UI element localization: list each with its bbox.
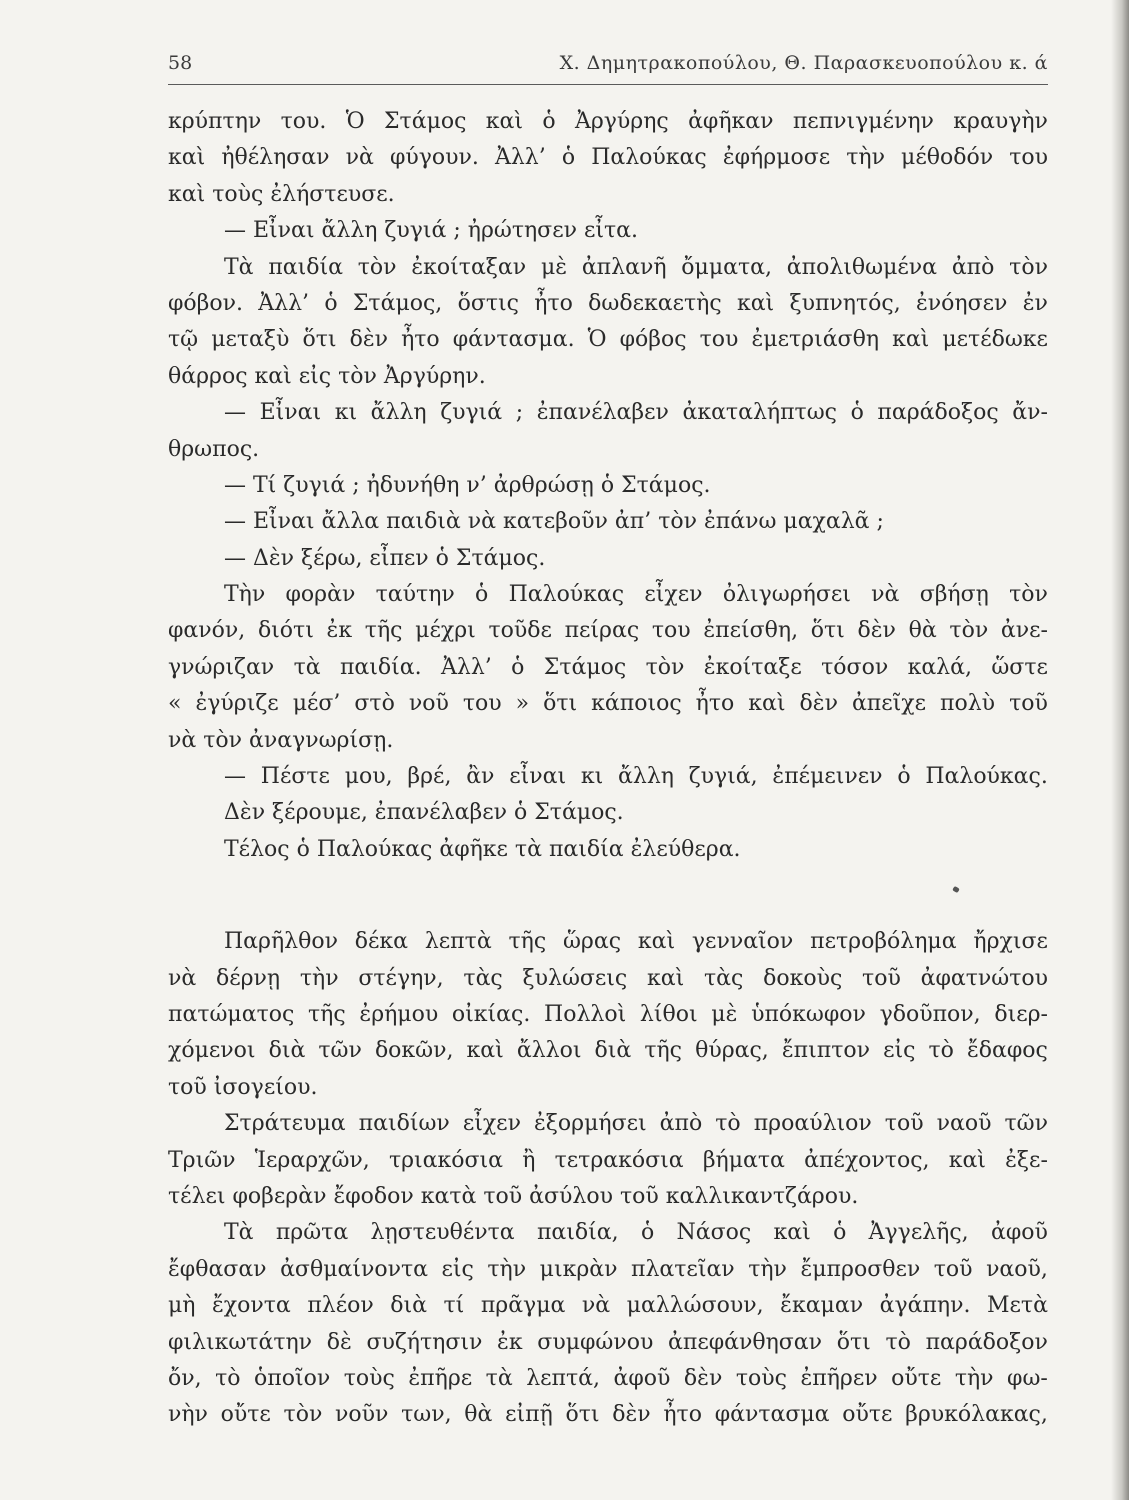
word: τὸν (357, 254, 397, 280)
word: Ἀλλ’ (258, 290, 310, 316)
word: ὅτι (543, 691, 578, 717)
word: Παρῆλθον (224, 929, 338, 955)
word: ὁποῖον (254, 1365, 331, 1391)
word: στέγην, (358, 965, 444, 991)
word: τί (443, 1293, 465, 1319)
word: φιλικωτάτην (168, 1329, 313, 1355)
word: ἀφῆκαν (688, 109, 774, 134)
word: δοκοὺς (763, 965, 843, 991)
page-number: 58 (168, 52, 193, 74)
word: εἶχεν (462, 1111, 521, 1137)
word: ἐγύριζε (195, 691, 279, 717)
word: τῶν (318, 1038, 362, 1064)
word: μικρὰν (539, 1256, 618, 1282)
word: ὁ (542, 109, 556, 134)
word: νὰ (168, 965, 197, 991)
text-line: Τέλος ὁ Παλούκας ἀφῆκε τὰ παιδία ἐλεύθερα. (224, 836, 741, 862)
word: ἠθέλησαν (221, 145, 330, 171)
word: Εἶναι (259, 400, 322, 426)
word: εἶχεν (644, 582, 703, 608)
word: τοὺς (735, 1365, 787, 1391)
text-line (168, 577, 1048, 613)
word: ναοῦ, (986, 1256, 1048, 1282)
word: μετέδωκε (942, 327, 1048, 353)
word: φάντασμα (714, 1402, 830, 1428)
word: Ἀλλ’ (494, 145, 546, 171)
text-line (168, 924, 1048, 960)
word: ἐκ (326, 618, 353, 644)
word: ὅτι (302, 327, 337, 353)
word: κι (580, 764, 604, 790)
word: φόβον. (168, 290, 243, 316)
word: τὰ (293, 654, 321, 680)
word: ὅτι (565, 1402, 600, 1428)
word: τὰς (704, 965, 744, 991)
word: ζυγιά, (688, 764, 758, 790)
word: ἔδαφος (966, 1038, 1048, 1064)
word: ἦτο (534, 290, 573, 316)
text-line: τέλει φοβερὰν ἔφοδον κατὰ τοῦ ἀσύλου τοῦ καλλικαντζάρου. (168, 1183, 859, 1209)
word: ἀπεῖχε (851, 691, 927, 717)
word: ἐφήρμοσε (722, 145, 831, 171)
word: Παλούκας (508, 582, 625, 608)
word: πεπνιγμένην (792, 109, 934, 134)
word: δὲν (349, 327, 389, 353)
word: ἦτο (401, 327, 440, 353)
word: ὅστις (457, 290, 519, 316)
word: ὁ (324, 290, 338, 316)
word: ἀπὸ (951, 254, 995, 280)
word: νὰ (581, 1293, 611, 1319)
word: ἄλλη (370, 400, 427, 426)
word: ἀπὸ (659, 1111, 703, 1137)
word: πρῶτα (275, 1220, 349, 1246)
section-gap (168, 868, 1048, 924)
text-line (168, 286, 1048, 322)
word: μέχρι (415, 618, 476, 644)
word: φόβος (619, 327, 687, 353)
word: — (224, 400, 246, 426)
word: ξυλώσεις (522, 965, 628, 991)
word: ἀπολιθωμένα (786, 254, 938, 280)
text-line (168, 1215, 1048, 1251)
word: τετρακόσια (554, 1147, 684, 1173)
word: ἤρχισε (973, 929, 1048, 955)
word: ἔμπροσθεν (800, 1256, 921, 1282)
word: εἰς (441, 1256, 474, 1282)
word: Τὰ (224, 1220, 254, 1246)
word: κι (334, 400, 358, 426)
word: Πέστε (260, 764, 330, 790)
word: φανόν, (168, 618, 246, 644)
word: λῃστευθέντα (370, 1220, 515, 1246)
word: του. (280, 109, 327, 134)
word: στὸ (354, 691, 395, 717)
word: ταύτην (375, 582, 455, 608)
word: σβήσῃ (919, 582, 989, 608)
word: νοῦν (335, 1402, 389, 1428)
word: « (168, 691, 182, 717)
word: νοῦ (408, 691, 449, 717)
text-line: — Εἶναι ἄλλη ζυγιά ; ἠρώτησεν εἶτα. (224, 218, 639, 244)
word: τὴν (846, 145, 885, 171)
word: » (515, 691, 530, 717)
word: παιδίων (358, 1111, 450, 1137)
text-line (168, 997, 1048, 1033)
word: ἄλλη (618, 764, 674, 790)
word: καὶ (168, 145, 206, 171)
word: τοῦ (884, 1111, 924, 1137)
word: ἐπῆρεν (800, 1365, 878, 1391)
word: ὥστε (991, 654, 1048, 680)
word: τὸ (928, 1038, 954, 1064)
word: ὄν, (168, 1365, 202, 1391)
text-line (168, 104, 1048, 140)
word: ὁ (561, 145, 576, 171)
word: Στάμος (543, 654, 627, 680)
word: οὔτε (891, 1365, 942, 1391)
word: ὁ (511, 654, 525, 680)
word: τὴν (487, 1256, 527, 1282)
word: ζυγιά (440, 400, 503, 426)
text-line: τοῦ ἰσογείου. (168, 1074, 318, 1100)
word: Ὁ (587, 327, 607, 353)
text-line: καὶ τοὺς ἐλήστευσε. (168, 181, 395, 207)
word: μὲ (540, 254, 568, 280)
word: Τριῶν (168, 1147, 236, 1173)
word: γενναῖον (691, 929, 794, 955)
word: προαύλιον (753, 1111, 872, 1137)
word: διότι (257, 618, 314, 644)
word: κάποιος (591, 691, 682, 717)
word: τριακόσια (388, 1147, 504, 1173)
word: ἔπιπτον (781, 1038, 871, 1064)
word: ἐκοίταξε (703, 654, 802, 680)
word: καὶ (466, 1038, 504, 1064)
word: ὥρας (562, 929, 622, 955)
word: τὸν (645, 654, 685, 680)
text-line (168, 759, 1048, 795)
word: ὅτι (836, 1329, 871, 1355)
word: τὰ (485, 1365, 513, 1391)
text-line (168, 1325, 1048, 1361)
text-line (168, 1397, 1048, 1433)
text-line: — Τί ζυγιά ; ἠδυνήθη ν’ ἀρθρώσῃ ὁ Στάμος. (224, 472, 711, 498)
word: ἐπανέλαβεν (536, 400, 669, 426)
word: δὲν (683, 1365, 723, 1391)
word: των, (401, 1402, 452, 1428)
word: ἀνε- (1000, 618, 1048, 644)
word: παράδοξον (925, 1329, 1048, 1355)
word: ἀφοῦ (990, 1220, 1048, 1246)
word: κραυγὴν (953, 109, 1048, 134)
word: τὴν (954, 1365, 994, 1391)
word: συζήτησιν (366, 1329, 483, 1355)
word: τὸν (1009, 582, 1048, 608)
word: Ὁ (345, 109, 365, 134)
word: εἰπῇ (505, 1402, 553, 1428)
text-line (168, 961, 1048, 997)
word: του (651, 618, 691, 644)
word: βρυκόλακας, (905, 1402, 1048, 1428)
word: πρᾶγμα (480, 1293, 566, 1319)
word: ὁ (897, 764, 911, 790)
word: ἐκ (497, 1329, 523, 1355)
text-line (168, 1252, 1048, 1288)
word: παράδοξος (877, 400, 999, 426)
word: οὔτε (220, 1402, 271, 1428)
word: ναοῦ (936, 1111, 992, 1137)
word: Ἀγγελῆς, (868, 1220, 969, 1246)
word: γνώριζαν (168, 654, 275, 680)
word: ἐνόησεν (916, 290, 1008, 316)
word: Τὴν (224, 582, 266, 608)
word: δὲν (799, 691, 838, 717)
word: διερ- (994, 1001, 1048, 1027)
body-text (168, 104, 1048, 1434)
word: μὲ (711, 1001, 738, 1027)
word: παιδία, (536, 1220, 619, 1246)
word: τῆς (364, 618, 403, 644)
word: λεπτά, (526, 1365, 601, 1391)
word: δοκῶν, (374, 1038, 454, 1064)
running-title: Χ. Δημητρακοπούλου, Θ. Παρασκευοπούλου κ. ά (559, 52, 1048, 74)
word: χόμενοι (168, 1038, 256, 1064)
word: Πολλοὶ (544, 1001, 627, 1027)
word: παιδία. (339, 654, 422, 680)
word: πετροβόλημα (810, 929, 957, 955)
word: βρέ, (407, 764, 452, 790)
word: ὀλιγωρήσει (722, 582, 851, 608)
word: νὴν (168, 1402, 208, 1428)
word: μαλλώσουν, (626, 1293, 764, 1319)
text-line: — Δὲν ξέρω, εἶπεν ὁ Στάμος. (224, 545, 546, 571)
word: τοῦ (1009, 691, 1048, 717)
word: πλέον (307, 1293, 374, 1319)
word: θὰ (464, 1402, 493, 1428)
word: μὴ (168, 1293, 196, 1319)
word: ἄν- (1012, 400, 1048, 426)
word: ὁ (833, 1220, 847, 1246)
text-line: Δὲν ξέρουμε, ἐπανέλαβεν ὁ Στάμος. (224, 800, 624, 826)
word: γδοῦπον, (879, 1001, 981, 1027)
word: του (1009, 145, 1048, 171)
word: ξυπνητός, (789, 290, 901, 316)
word: τὰς (463, 965, 503, 991)
word: καὶ (637, 929, 676, 955)
word: Ἀλλ’ (441, 654, 492, 680)
word: Τὰ (224, 254, 254, 280)
text-line (168, 395, 1048, 431)
word: ἐπῆρε (408, 1365, 473, 1391)
word: ἐξορμήσει (534, 1111, 647, 1137)
word: ὅτι (810, 618, 845, 644)
word: δὲν (612, 1402, 651, 1428)
word: λεπτὰ (424, 929, 492, 955)
word: μεταξὺ (211, 327, 290, 353)
word: πλατεῖαν (631, 1256, 735, 1282)
text-line (168, 140, 1048, 176)
word: φάντασμα. (452, 327, 575, 353)
word: ἀσθμαίνοντα (280, 1256, 428, 1282)
word: τὸν (283, 1402, 323, 1428)
word: Ἱεραρχῶν, (254, 1147, 370, 1173)
word: τῆς (308, 1001, 346, 1027)
word: τὴν (299, 965, 339, 991)
text-line (168, 650, 1048, 686)
word: ἐπείσθη, (703, 618, 799, 644)
word: τὸ (885, 1329, 911, 1355)
word: Παλούκας. (925, 764, 1048, 790)
word: καὶ (647, 965, 685, 991)
word: — (224, 764, 246, 790)
word: καὶ (485, 109, 524, 134)
text-line: — Εἶναι ἄλλα παιδιὰ νὰ κατεβοῦν ἀπ’ τὸν ἐπάνω μαχαλᾶ ; (224, 509, 884, 535)
word: πείρας (564, 618, 640, 644)
text-line: νὰ τὸν ἀναγνωρίσῃ. (168, 727, 394, 753)
word: ὁ (850, 400, 864, 426)
word: διὰ (268, 1038, 306, 1064)
text-line (168, 322, 1048, 358)
word: τὸν (949, 618, 989, 644)
word: ἐμετριάσθη (751, 327, 879, 353)
word: οἰκίας. (451, 1001, 531, 1027)
text-line (168, 686, 1048, 722)
word: τοῦ (862, 965, 901, 991)
word: τῶν (1004, 1111, 1048, 1137)
word: Στάμος (383, 109, 467, 134)
text-line (168, 1361, 1048, 1397)
word: καὶ (773, 1220, 811, 1246)
word: θύρας, (695, 1038, 769, 1064)
word: ἔκαμαν (780, 1293, 864, 1319)
word: κρύπτην (168, 109, 262, 134)
word: ἀφατνώτου (920, 965, 1048, 991)
word: ἐν (1022, 290, 1048, 316)
word: ἢ (522, 1147, 536, 1173)
text-line (168, 1288, 1048, 1324)
word: διὰ (594, 1038, 632, 1064)
word: καὶ (748, 691, 786, 717)
word: τὸν (1009, 254, 1048, 280)
word: συμφώνου (537, 1329, 654, 1355)
word: ἀπλανῆ (581, 254, 667, 280)
text-line (168, 613, 1048, 649)
word: δέκα (354, 929, 409, 955)
word: εἶναι (509, 764, 567, 790)
word: ἀφοῦ (613, 1365, 671, 1391)
word: ἦτο (663, 1402, 702, 1428)
word: τοὺς (343, 1365, 395, 1391)
word: πατώματος (168, 1001, 295, 1027)
word: Στράτευμα (224, 1111, 346, 1137)
word: τοῦ (933, 1256, 973, 1282)
word: ; (515, 400, 524, 426)
word: φύγουν. (389, 145, 479, 171)
word: ἀπεφάνθησαν (668, 1329, 823, 1355)
text-line: θρωπος. (168, 436, 260, 462)
word: τόσον (821, 654, 889, 680)
text-line: θάρρος καὶ εἰς τὸν Ἀργύρην. (168, 363, 486, 389)
word: Στάμος, (352, 290, 443, 316)
word: ὁ (475, 582, 489, 608)
word: καὶ (948, 1147, 986, 1173)
word: τῆς (644, 1038, 683, 1064)
word: παιδία (268, 254, 343, 280)
word: Μετὰ (987, 1293, 1048, 1319)
word: τὸ (715, 1111, 741, 1137)
word: ἐρήμου (359, 1001, 439, 1027)
word: ἐπέμεινεν (772, 764, 883, 790)
word: ἄλλοι (516, 1038, 582, 1064)
word: διὰ (390, 1293, 427, 1319)
word: νὰ (345, 145, 374, 171)
word: ἔφθασαν (168, 1256, 267, 1282)
word: τὴν (748, 1256, 787, 1282)
page-edge-shadow (1111, 0, 1129, 1500)
word: δωδεκαετὴς (588, 290, 722, 316)
word: καὶ (892, 327, 930, 353)
word: φορὰν (285, 582, 356, 608)
word: τὸ (215, 1365, 241, 1391)
word: ὁ (640, 1220, 655, 1246)
word: εἰς (883, 1038, 916, 1064)
word: ἐκοίταξαν (411, 254, 527, 280)
text-line (168, 1143, 1048, 1179)
text-line (168, 1106, 1048, 1142)
text-line (168, 1033, 1048, 1069)
word: μέσ’ (292, 691, 341, 717)
word: θὰ (908, 618, 937, 644)
word: δὲν (857, 618, 896, 644)
word: ὑπόκωφον (751, 1001, 866, 1027)
text-line (168, 250, 1048, 286)
word: ἐξε- (1005, 1147, 1048, 1173)
running-header (168, 48, 1048, 85)
word: ἀκαταλήπτως (682, 400, 837, 426)
word: καὶ (736, 290, 775, 316)
word: ἀγάπην. (879, 1293, 971, 1319)
word: βήματα (702, 1147, 785, 1173)
word: οὔτε (842, 1402, 893, 1428)
word: του (699, 327, 739, 353)
word: μέθοδόν (901, 145, 994, 171)
word: δὲ (326, 1329, 352, 1355)
word: Ἀργύρης (574, 109, 669, 134)
word: του (462, 691, 502, 717)
word: νὰ (871, 582, 900, 608)
word: δέρνῃ (215, 965, 281, 991)
word: ἀπέχοντος, (804, 1147, 930, 1173)
word: Νάσος (676, 1220, 752, 1246)
word: φω- (1007, 1365, 1048, 1391)
word: Παλούκας (591, 145, 707, 171)
word: ἂν (466, 764, 495, 790)
word: τοῦδε (488, 618, 552, 644)
word: ἦτο (695, 691, 735, 717)
word: τῷ (168, 327, 199, 353)
word: λίθοι (639, 1001, 698, 1027)
word: ἔχοντα (212, 1293, 291, 1319)
word: πολὺ (940, 691, 996, 717)
word: τῆς (508, 929, 547, 955)
word: καλά, (907, 654, 972, 680)
word: μου, (344, 764, 393, 790)
word: ὄμματα, (681, 254, 772, 280)
